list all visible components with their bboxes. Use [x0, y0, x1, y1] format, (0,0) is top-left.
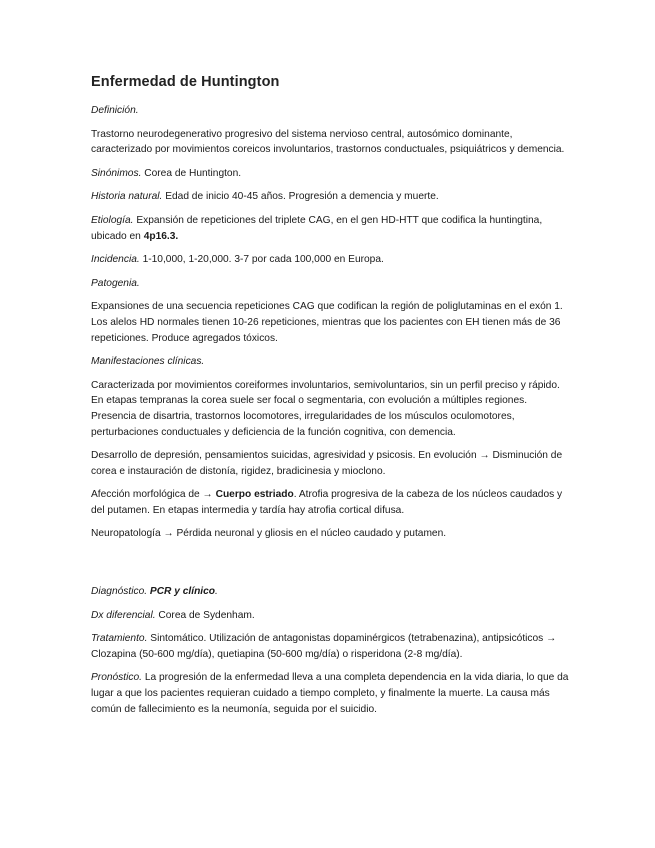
- diagnostico-text: PCR y clínico: [149, 586, 216, 598]
- dx-diferencial-paragraph: [91, 608, 571, 624]
- manifestaciones-label: Manifestaciones clínicas.: [91, 356, 205, 368]
- dx-diferencial-label: Dx diferencial.: [91, 609, 156, 621]
- etiologia-locus: 4p16.3.: [143, 230, 179, 242]
- document-body: [91, 74, 571, 725]
- sinonimos-paragraph: [91, 166, 571, 182]
- definicion-text: Trastorno neurodegenerativo progresivo del sistema nervioso central, autosómico dominante, caracterizado por movimientos coreicos involuntarios, trastornos conductuales, psiquiátricos y demencia.: [91, 128, 565, 156]
- pronostico-paragraph: [91, 670, 571, 717]
- historia-text: Edad de inicio 40-45 años. Progresión a demencia y muerte.: [165, 191, 439, 203]
- manifestaciones-p3-pre: Afección morfológica de →: [91, 489, 213, 501]
- historia-paragraph: [91, 189, 571, 205]
- patogenia-label: Patogenia.: [91, 277, 140, 289]
- manifestaciones-p2: Desarrollo de depresión, pensamientos suicidas, agresividad y psicosis. En evolución → Disminución de corea e instauración de distonía, rigidez, bradicinesia y mioclono.: [91, 450, 563, 477]
- etiologia-paragraph: [91, 213, 571, 244]
- spacer: [91, 550, 571, 584]
- manifestaciones-p1: Caracterizada por movimientos coreiformes involuntarios, semivoluntarios, sin un perfil preciso y rápido. En etapas tempranas la corea suele ser focal o segmentaria, con evolución a múltiples regiones. Presencia de disartria, trastornos locomotores, irregularidades de los músculos oculomotores, perturbaciones conductuales y deficiencia de la función cognitiva, con demencia.: [91, 379, 560, 438]
- diagnostico-trail: .: [215, 586, 218, 598]
- tratamiento-text: Sintomático. Utilización de antagonistas dopaminérgicos (tetrabenazina), antipsicóticos → Clozapina (50-600 mg/día), quetiapina (50-600 mg/día) o risperidona (2-8 mg/día).: [91, 633, 557, 660]
- page-title: Enfermedad de Huntington: [91, 74, 280, 90]
- diagnostico-paragraph: [91, 584, 571, 600]
- definicion-label: Definición.: [91, 105, 139, 116]
- manifestaciones-p3: [91, 487, 571, 518]
- diagnostico-label: Diagnóstico.: [91, 586, 148, 598]
- historia-label: Historia natural.: [91, 191, 163, 203]
- incidencia-label: Incidencia.: [91, 254, 140, 266]
- manifestaciones-p3-post: . Atrofia progresiva de la cabeza de los núcleos caudados y del putamen. En etapas intermedia y tardía hay atrofia cortical difusa.: [91, 489, 563, 516]
- etiologia-text: Expansión de repeticiones del triplete CAG, en el gen HD-HTT que codifica la huntingtina, ubicado en: [91, 214, 543, 242]
- sinonimos-label: Sinónimos.: [91, 167, 142, 179]
- patogenia-text: Expansiones de una secuencia repeticiones CAG que codifican la región de poliglutaminas en el exón 1. Los alelos HD normales tienen 10-26 repeticiones, mientras que los pacientes con EH tienen más de 36 repeticiones. Produce agregados tóxicos.: [91, 301, 563, 344]
- tratamiento-label: Tratamiento.: [91, 633, 148, 645]
- incidencia-text: 1-10,000, 1-20,000. 3-7 por cada 100,000 en Europa.: [142, 254, 384, 266]
- pronostico-text: La progresión de la enfermedad lleva a una completa dependencia en la vida diaria, lo que da lugar a que los pacientes requieran cuidado a tiempo completo, y finalmente la muerte. La causa más común de fallecimiento es la neumonía, seguida por el suicidio.: [91, 672, 569, 715]
- cuerpo-estriado: Cuerpo estriado: [215, 489, 294, 501]
- etiologia-label: Etiología.: [91, 214, 134, 226]
- tratamiento-paragraph: [91, 631, 571, 662]
- sinonimos-text: Corea de Huntington.: [144, 167, 242, 179]
- incidencia-paragraph: [91, 252, 571, 268]
- manifestaciones-p4: Neuropatología → Pérdida neuronal y gliosis en el núcleo caudado y putamen.: [91, 528, 447, 540]
- dx-diferencial-text: Corea de Sydenham.: [158, 609, 255, 621]
- pronostico-label: Pronóstico.: [91, 672, 142, 684]
